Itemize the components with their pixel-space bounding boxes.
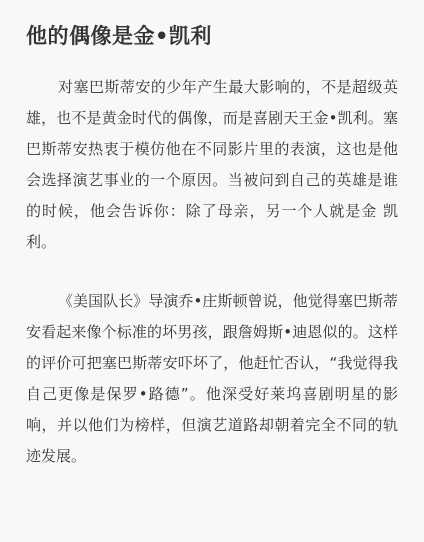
- article-paragraph-2: 《美国队长》导演乔•庄斯顿曾说，他觉得塞巴斯蒂安看起来像个标准的坏男孩，跟詹姆斯•迪恩似的。这样的评价可把塞巴斯蒂安吓坏了，他赶忙否认，“我觉得我自己更像是保罗•路德”。他深受好莱坞喜剧明星的影响，并以他们为榜样，但演艺道路却朝着完全不同的轨迹发展。: [26, 292, 398, 465]
- article-title: 他的偶像是金•凯利: [26, 24, 212, 48]
- article-paragraph-1: 对塞巴斯蒂安的少年产生最大影响的，不是超级英雄，也不是黄金时代的偶像，而是喜剧天王金•凯利。塞巴斯蒂安热衷于模仿他在不同影片里的表演，这也是他会选择演艺事业的一个原因。当被问到自己的英雄是谁的时候，他会告诉你：除了母亲，另一个人就是金 凯利。: [26, 78, 398, 251]
